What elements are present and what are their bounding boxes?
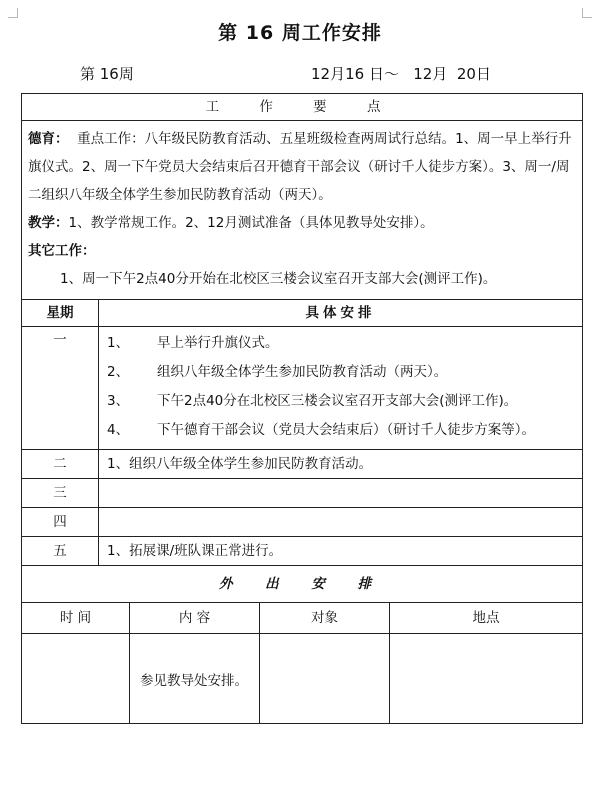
day-plan [99,479,583,508]
week-label: 第 16周 [80,65,134,83]
day-label: 三 [22,479,99,508]
plan-item-text: 下午德育干部会议（党员大会结束后）（研讨千人徒步方案等）。 [157,422,535,438]
moral-label: 德育： [28,131,69,147]
outings-content-header: 内 容 [130,603,260,634]
day-label: 二 [22,450,99,479]
day-label: 一 [22,327,99,450]
plan-item [107,358,576,387]
page-corner-mark [8,8,18,18]
outings-target-header: 对象 [260,603,390,634]
other-section [28,237,576,265]
plan-item [107,416,576,445]
plan-item-text: 早上举行升旗仪式。 [157,335,279,351]
plan-item-number: 1、 [107,335,130,351]
outings-place-header: 地点 [390,603,583,634]
day-plan: 1、拓展课/班队课正常进行。 [99,537,583,566]
outings-time-cell [22,634,130,724]
day-plan: 1、组织八年级全体学生参加民防教育活动。 [99,450,583,479]
page-title: 第 16 周工作安排 [218,22,382,44]
day-plan [99,508,583,537]
schedule-table [21,93,583,724]
outings-time-header: 时 间 [22,603,130,634]
day-column-header: 星期 [22,300,99,327]
teaching-label: 教学： [28,215,69,231]
plan-item-number: 2、 [107,364,130,380]
day-plan [99,327,583,450]
outings-heading: 外 出 安 排 [22,566,583,603]
page-corner-mark [582,8,592,18]
date-range: 12月16 日～ 12月 20日 [311,65,491,83]
plan-item [107,387,576,416]
other-text: 1、周一下午2点40分开始在北校区三楼会议室召开支部大会(测评工作)。 [60,271,497,287]
work-points-heading: 工 作 要 点 [22,94,583,121]
teaching-text: 1、教学常规工作。2、12月测试准备（具体见教导处安排）。 [68,215,434,231]
other-label: 其它工作： [28,243,96,259]
plan-item-number: 3、 [107,393,130,409]
moral-section [28,125,576,209]
plan-item-text: 组织八年级全体学生参加民防教育活动（两天）。 [157,364,448,380]
teaching-section [28,209,576,237]
outings-content-cell: 参见教导处安排。 [130,634,260,724]
day-label: 四 [22,508,99,537]
day-label: 五 [22,537,99,566]
plan-item-number: 4、 [107,422,130,438]
moral-text: 重点工作：八年级民防教育活动、五星班级检查两周试行总结。1、周一早上举行升旗仪式。2、周一下午党员大会结束后召开德育干部会议（研讨千人徒步方案）。3、周一/周二组织八年级全体学生参加民防教育活动（两天）。 [28,131,572,203]
plan-item-text: 下午2点40分在北校区三楼会议室召开支部大会(测评工作)。 [157,393,518,409]
outings-place-cell [390,634,583,724]
plan-column-header: 具体安排 [99,300,583,327]
outings-target-cell [260,634,390,724]
plan-item [107,329,576,358]
work-points-body [22,121,583,300]
